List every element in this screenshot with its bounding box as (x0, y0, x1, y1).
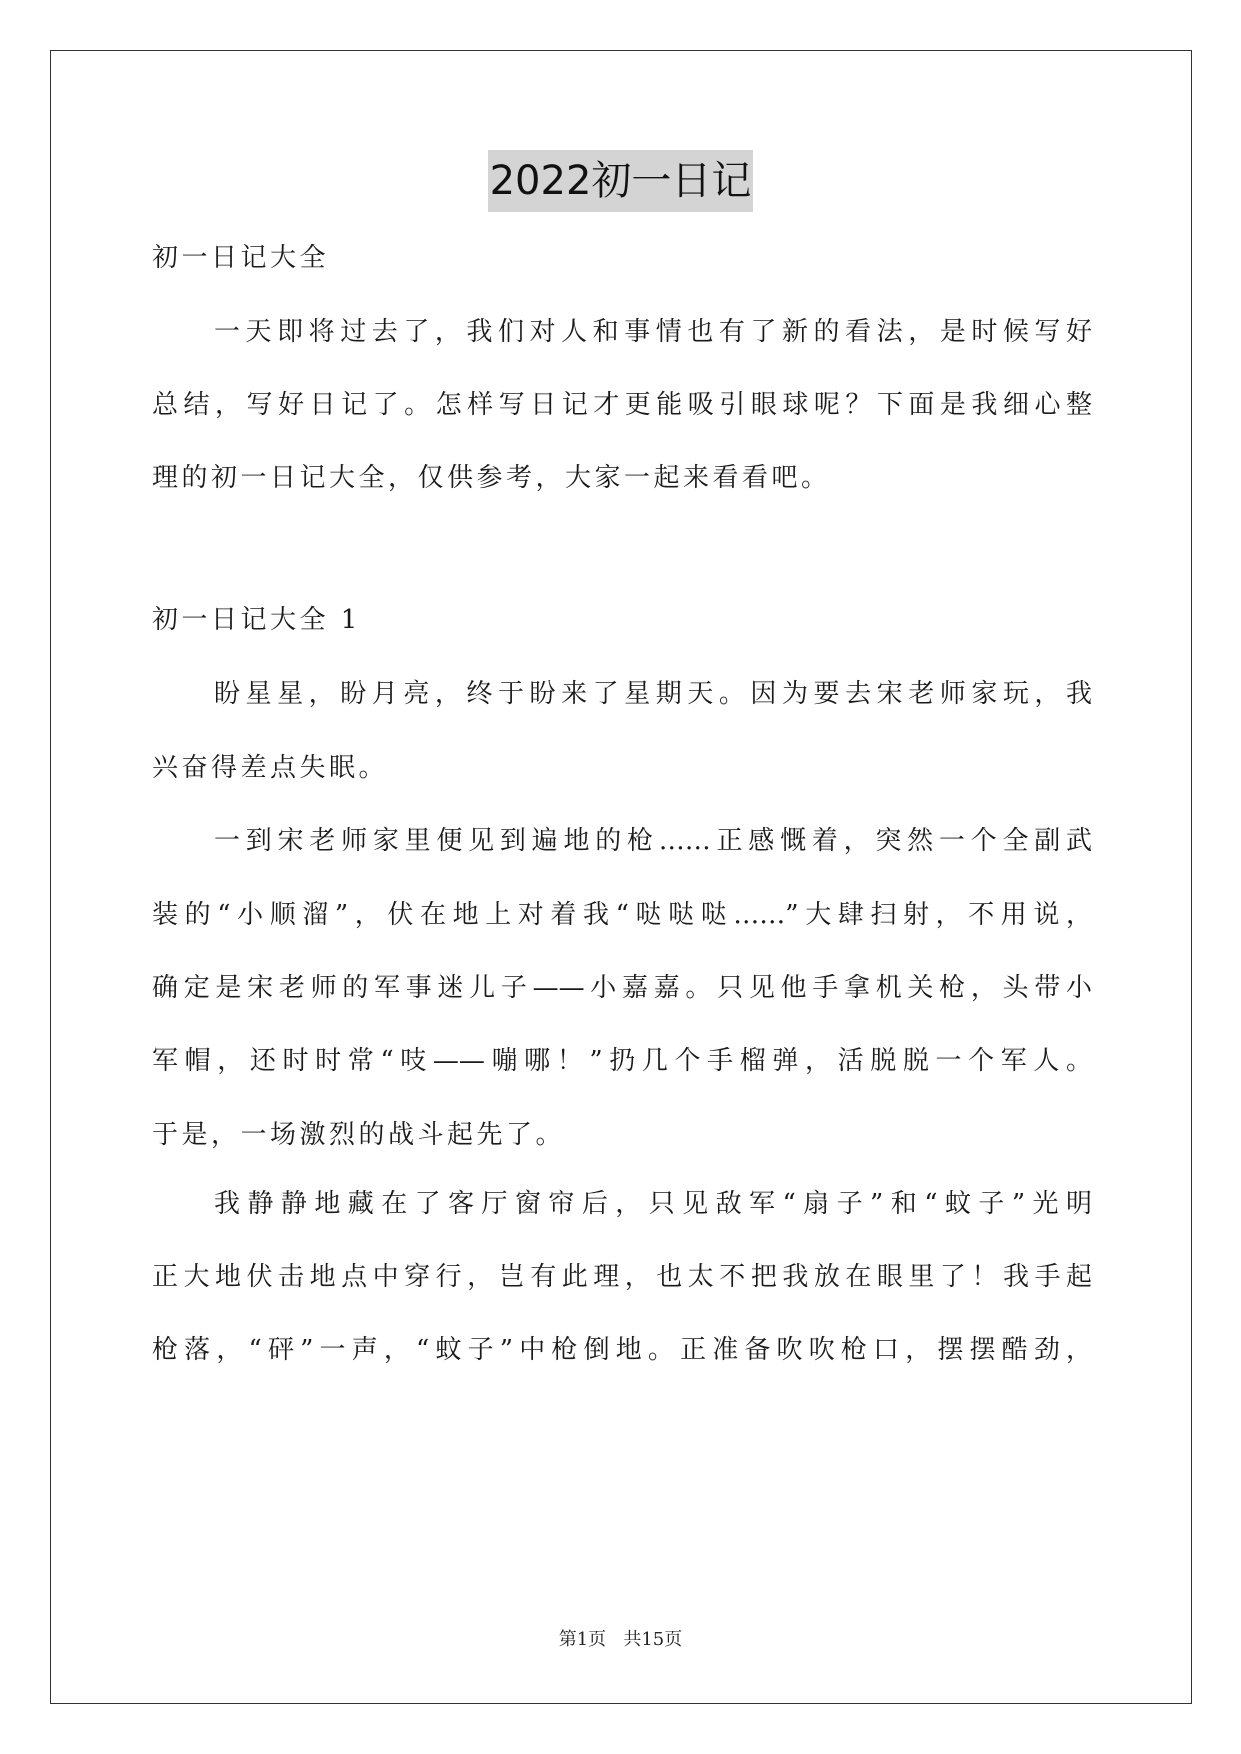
para2-line-5: 于是，一场激烈的战斗起先了。 (152, 1120, 566, 1150)
page-border (50, 50, 1192, 1704)
para2-line-3: 确定是宋老师的军事迷儿子——小嘉嘉。只见他手拿机关枪，头带小 (152, 973, 1092, 1003)
para2-line-2: 装的“小顺溜”，伏在地上对着我“哒哒哒……”大肆扫射，不用说， (152, 900, 1092, 930)
intro-line-1: 一天即将过去了，我们对人和事情也有了新的看法，是时候写好 (214, 317, 1092, 347)
title-container (0, 150, 1241, 212)
intro-line-3: 理的初一日记大全，仅供参考，大家一起来看看吧。 (152, 463, 831, 493)
document-title: 2022初一日记 (488, 150, 754, 212)
para3-line-3: 枪落，“砰”一声，“蚊子”中枪倒地。正准备吹吹枪口，摆摆酷劲， (152, 1335, 1092, 1365)
intro-line-2: 总结，写好日记了。怎样写日记才更能吸引眼球呢？下面是我细心整 (152, 390, 1092, 420)
para3-line-2: 正大地伏击地点中穿行，岂有此理，也太不把我放在眼里了！我手起 (152, 1262, 1092, 1292)
para1-line-2: 兴奋得差点失眠。 (152, 753, 389, 783)
para2-line-1: 一到宋老师家里便见到遍地的枪……正感慨着，突然一个全副武 (214, 826, 1092, 856)
section-heading-1: 初一日记大全 1 (152, 605, 361, 635)
para1-line-1: 盼星星，盼月亮，终于盼来了星期天。因为要去宋老师家玩，我 (214, 679, 1092, 709)
section-heading-intro: 初一日记大全 (152, 243, 330, 273)
page-footer: 第1页 共15页 (558, 1629, 683, 1650)
para2-line-4: 军帽，还时时常“吱——嘣哪！”扔几个手榴弹，活脱脱一个军人。 (152, 1046, 1092, 1076)
para3-line-1: 我静静地藏在了客厅窗帘后，只见敌军“扇子”和“蚊子”光明 (214, 1189, 1092, 1219)
